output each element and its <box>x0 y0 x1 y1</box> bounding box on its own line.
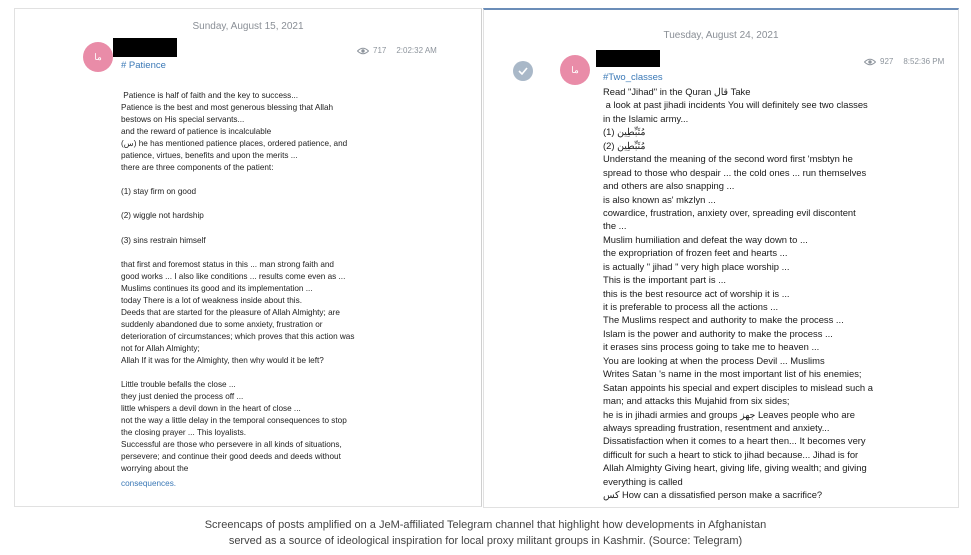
post-time: 8:52:36 PM <box>903 57 945 66</box>
right-post-screenshot <box>483 8 959 508</box>
hashtag-link[interactable]: #Two_classes <box>603 72 663 83</box>
hashtag-link[interactable]: # Patience <box>121 60 166 71</box>
eye-icon <box>357 47 369 55</box>
view-count: 927 <box>880 57 894 66</box>
post-meta <box>357 46 437 55</box>
consequences-link[interactable]: consequences. <box>121 479 177 488</box>
caption-line-1: Screencaps of posts amplified on a JeM-affiliated Telegram channel that highlight how developments in Afghanistan <box>204 519 767 531</box>
view-count: 717 <box>373 46 387 55</box>
figure-caption <box>0 517 971 549</box>
post-body: Read "Jihad" in the Quran قال Take a look at past jihadi incidents You will definitely see two classes in the Islamic army... (1) مُثَبِّطِين (2) مُثَبِّطِين Understand the meaning of the second word first 'msbtyn he spread to those who despair ... the cold ones ... run themselves and others are also snapping ... is also known as' mkzlyn ... cowardice, frustration, anxiety over, spreading evil discontent the ... Muslim humiliation and defeat the way down to ... the expropriation of frozen feet and hearts ... is actually " jihad " very high place worship ... This is the important part is ... this is the best resource act of worship it is ... it is preferable to process all the actions ... The Muslims respect and authority to make the process ... Islam is the power and authority to make the process ... it erases sins process going to take me to heaven ... You are looking at when the process Devil ... Muslims Writes Satan 's name in the most important list of his enemies; Satan appoints his special and expert disciples to mislead such a man; and attacks this Mujahid from six sides; he is in jihadi armies and groups جهز Leaves people who are always spreading frustration, resentment and anxiety... Dissatisfaction when it comes to a heart then... It becomes very difficult for such a heart to stick to jihad because... Jihad is for Allah Almighty Giving heart, giving life, giving wealth; and giving everything is called کس How can a dissatisfied person make a sacrifice? <box>603 86 873 501</box>
caption-line-2: served as a source of ideological inspiration for local proxy militant groups in Kashmir. (Source: Telegram) <box>228 535 743 547</box>
select-check-icon[interactable] <box>513 61 533 81</box>
post-date: Sunday, August 15, 2021 <box>192 21 304 32</box>
post-time: 2:02:32 AM <box>396 46 437 55</box>
post-date: Tuesday, August 24, 2021 <box>663 30 779 41</box>
eye-icon <box>864 58 876 66</box>
redacted-channel-name <box>596 50 660 67</box>
channel-avatar[interactable]: ما <box>560 55 590 85</box>
channel-avatar[interactable]: ما <box>83 42 113 72</box>
left-post-screenshot <box>14 8 482 507</box>
redacted-channel-name <box>113 38 177 57</box>
post-body: Patience is half of faith and the key to success... Patience is the best and most generous blessing that Allah bestows on His special servants... and the reward of patience is incalculable (س) he has mentioned patience places, ordered patience, and patience, virtues, benefits and upon the merits ... there are three components of the patient: (1) stay firm on good (2) wiggle not hardship (3) sins restrain himself that first and foremost status in this ... man strong faith and good works ... I also like conditions ... results come even as ... Muslims continues its good and its implementation ... today There is a lot of weakness inside about this. Deeds that are started for the pleasure of Allah Almighty; are suddenly abandoned due to some anxiety, frustration or deterioration of circumstances; which proves that this action was not for Allah Almighty; Allah If it was for the Almighty, then why would it be left? Little trouble befalls the close ... they just denied the process off ... little whispers a devil down in the heart of close ... not the way a little delay in the temporal consequences to stop the closing prayer ... This loyalists. Successful are those who persevere in all kinds of situations, persevere; and continue their good deeds and deeds without worrying about the <box>121 91 355 474</box>
post-meta <box>864 57 944 66</box>
